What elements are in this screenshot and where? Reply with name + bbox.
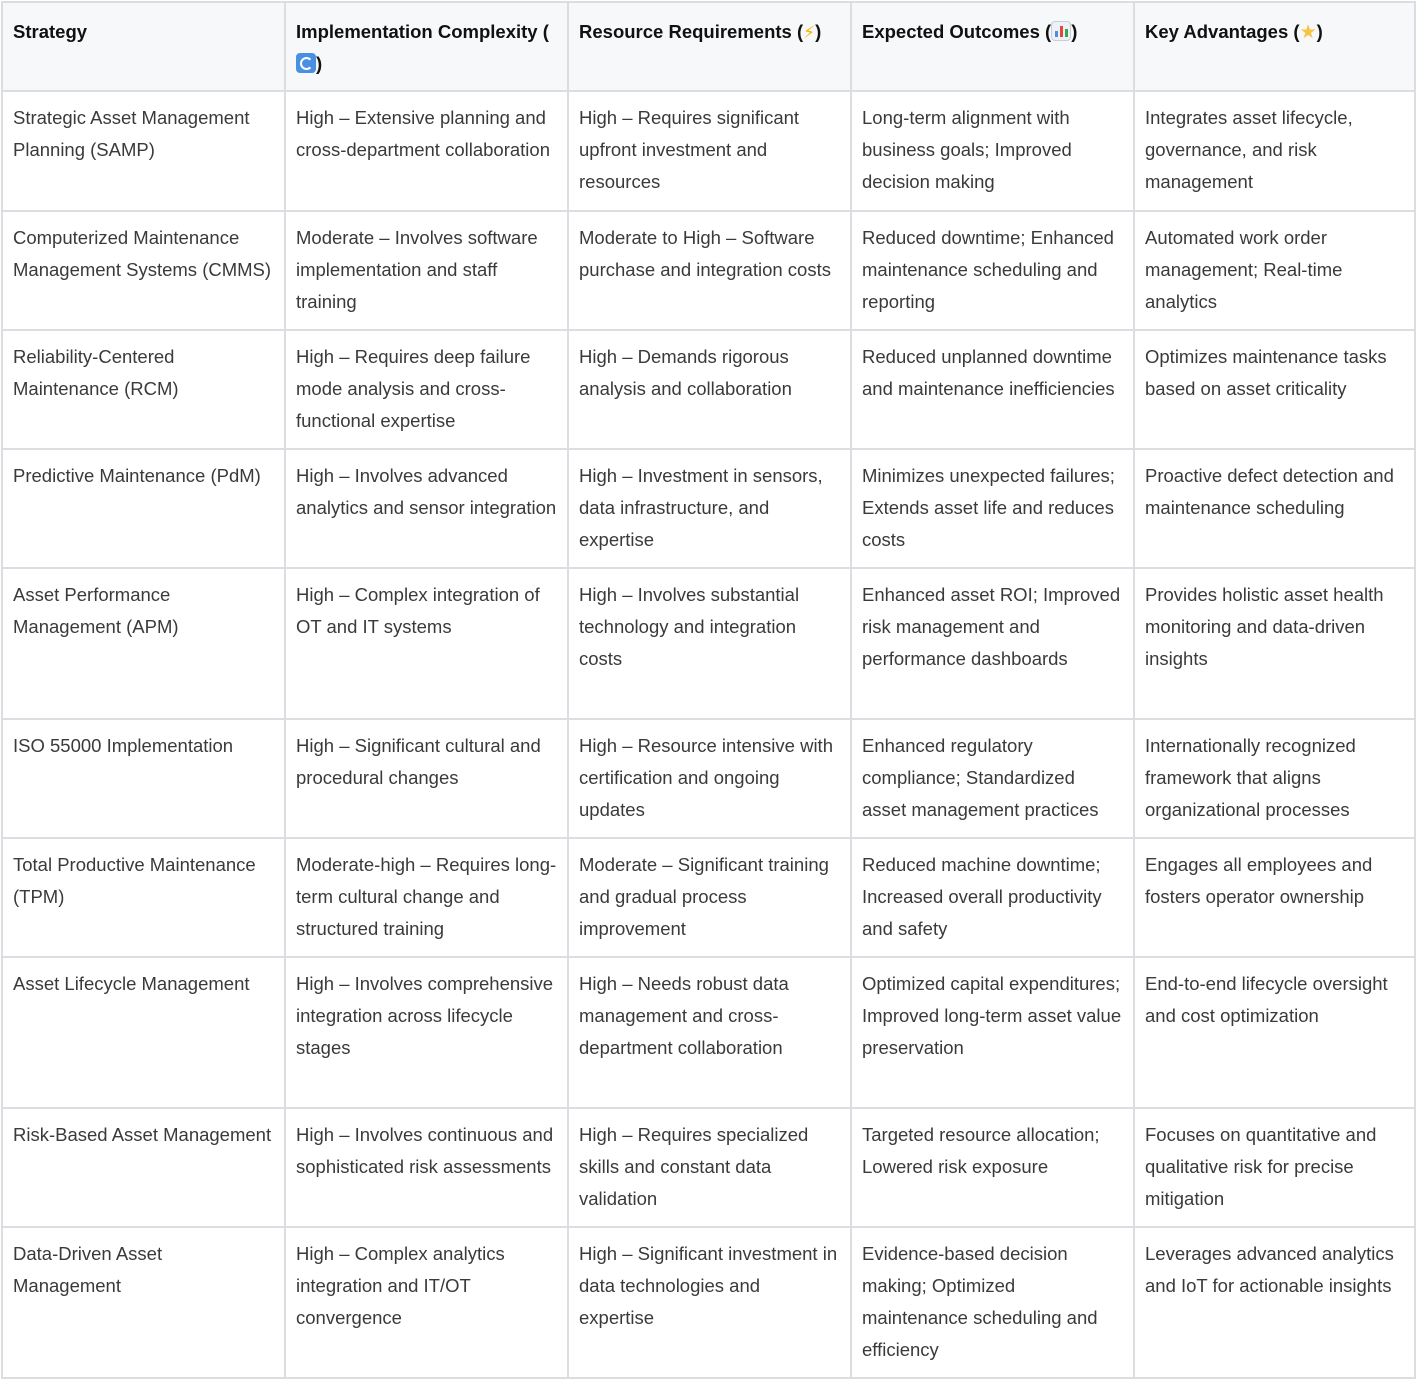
cell-advantages: Automated work order management; Real-time analytics — [1134, 211, 1415, 330]
table-header — [2, 2, 1415, 91]
cell-strategy: Predictive Maintenance (PdM) — [2, 449, 285, 568]
table-row — [2, 568, 1415, 719]
cell-advantages: Leverages advanced analytics and IoT for actionable insights — [1134, 1227, 1415, 1378]
strategy-comparison-table — [1, 1, 1416, 1379]
refresh-icon — [296, 53, 316, 73]
cell-strategy: Asset Performance Management (APM) — [2, 568, 285, 719]
header-advantages-label: Key Advantages — [1145, 21, 1289, 42]
header-resources: Resource Requirements (⚡) — [568, 2, 851, 91]
cell-advantages: End-to-end lifecycle oversight and cost optimization — [1134, 957, 1415, 1108]
cell-resources: Moderate – Significant training and gradual process improvement — [568, 838, 851, 957]
bar-chart-icon — [1051, 21, 1071, 41]
cell-outcomes: Reduced machine downtime; Increased overall productivity and safety — [851, 838, 1134, 957]
cell-complexity: High – Involves advanced analytics and sensor integration — [285, 449, 568, 568]
cell-complexity: High – Significant cultural and procedural changes — [285, 719, 568, 838]
cell-resources: High – Involves substantial technology and integration costs — [568, 568, 851, 719]
cell-strategy: Data-Driven Asset Management — [2, 1227, 285, 1378]
cell-resources: High – Requires specialized skills and constant data validation — [568, 1108, 851, 1227]
cell-advantages: Optimizes maintenance tasks based on asset criticality — [1134, 330, 1415, 449]
table-row — [2, 719, 1415, 838]
table-row — [2, 838, 1415, 957]
cell-strategy: Computerized Maintenance Management Systems (CMMS) — [2, 211, 285, 330]
header-advantages: Key Advantages (★) — [1134, 2, 1415, 91]
lightning-icon: ⚡ — [803, 23, 816, 43]
cell-resources: High – Needs robust data management and cross-department collaboration — [568, 957, 851, 1108]
cell-resources: Moderate to High – Software purchase and integration costs — [568, 211, 851, 330]
cell-outcomes: Evidence-based decision making; Optimized maintenance scheduling and efficiency — [851, 1227, 1134, 1378]
table-body — [2, 91, 1415, 1378]
table-row — [2, 330, 1415, 449]
cell-resources: High – Investment in sensors, data infrastructure, and expertise — [568, 449, 851, 568]
cell-outcomes: Enhanced asset ROI; Improved risk management and performance dashboards — [851, 568, 1134, 719]
cell-resources: High – Requires significant upfront investment and resources — [568, 91, 851, 211]
cell-resources: High – Resource intensive with certification and ongoing updates — [568, 719, 851, 838]
header-strategy-label: Strategy — [13, 21, 88, 42]
header-outcomes: Expected Outcomes ( ) — [851, 2, 1134, 91]
header-row — [2, 2, 1415, 91]
cell-strategy: Reliability-Centered Maintenance (RCM) — [2, 330, 285, 449]
cell-strategy: Total Productive Maintenance (TPM) — [2, 838, 285, 957]
cell-outcomes: Reduced downtime; Enhanced maintenance scheduling and reporting — [851, 211, 1134, 330]
cell-complexity: Moderate-high – Requires long-term cultural change and structured training — [285, 838, 568, 957]
table-row — [2, 957, 1415, 1108]
cell-complexity: High – Complex integration of OT and IT systems — [285, 568, 568, 719]
cell-outcomes: Reduced unplanned downtime and maintenance inefficiencies — [851, 330, 1134, 449]
table-row — [2, 449, 1415, 568]
cell-outcomes: Minimizes unexpected failures; Extends asset life and reduces costs — [851, 449, 1134, 568]
header-strategy — [2, 2, 285, 91]
cell-complexity: High – Extensive planning and cross-department collaboration — [285, 91, 568, 211]
header-complexity: Implementation Complexity () — [285, 2, 568, 91]
cell-advantages: Engages all employees and fosters operator ownership — [1134, 838, 1415, 957]
table-row — [2, 211, 1415, 330]
table-row — [2, 91, 1415, 211]
cell-advantages: Proactive defect detection and maintenance scheduling — [1134, 449, 1415, 568]
cell-complexity: High – Complex analytics integration and IT/OT convergence — [285, 1227, 568, 1378]
cell-complexity: Moderate – Involves software implementation and staff training — [285, 211, 568, 330]
cell-resources: High – Significant investment in data technologies and expertise — [568, 1227, 851, 1378]
cell-outcomes: Enhanced regulatory compliance; Standardized asset management practices — [851, 719, 1134, 838]
cell-complexity: High – Involves continuous and sophisticated risk assessments — [285, 1108, 568, 1227]
cell-resources: High – Demands rigorous analysis and collaboration — [568, 330, 851, 449]
header-complexity-label: Implementation Complexity — [296, 21, 538, 42]
star-icon: ★ — [1299, 21, 1317, 43]
cell-strategy: Risk-Based Asset Management — [2, 1108, 285, 1227]
header-outcomes-label: Expected Outcomes — [862, 21, 1040, 42]
table-row — [2, 1108, 1415, 1227]
cell-advantages: Focuses on quantitative and qualitative risk for precise mitigation — [1134, 1108, 1415, 1227]
table-row — [2, 1227, 1415, 1378]
cell-advantages: Integrates asset lifecycle, governance, and risk management — [1134, 91, 1415, 211]
cell-advantages: Provides holistic asset health monitoring and data-driven insights — [1134, 568, 1415, 719]
cell-outcomes: Long-term alignment with business goals; Improved decision making — [851, 91, 1134, 211]
cell-outcomes: Targeted resource allocation; Lowered risk exposure — [851, 1108, 1134, 1227]
cell-strategy: ISO 55000 Implementation — [2, 719, 285, 838]
cell-outcomes: Optimized capital expenditures; Improved long-term asset value preservation — [851, 957, 1134, 1108]
cell-strategy: Asset Lifecycle Management — [2, 957, 285, 1108]
cell-complexity: High – Requires deep failure mode analysis and cross-functional expertise — [285, 330, 568, 449]
cell-complexity: High – Involves comprehensive integration across lifecycle stages — [285, 957, 568, 1108]
header-resources-label: Resource Requirements — [579, 21, 792, 42]
cell-strategy: Strategic Asset Management Planning (SAMP) — [2, 91, 285, 211]
cell-advantages: Internationally recognized framework that aligns organizational processes — [1134, 719, 1415, 838]
